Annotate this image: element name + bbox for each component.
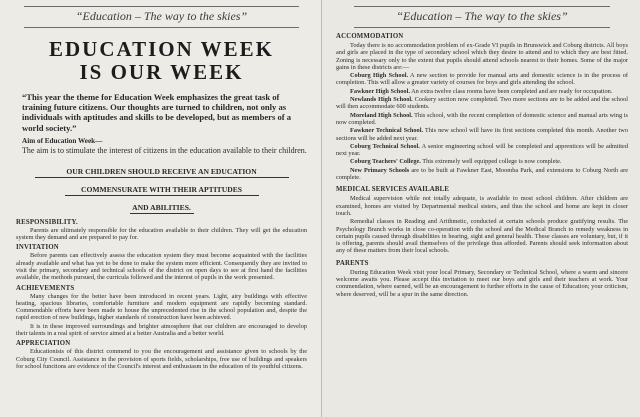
school-text: A new section to provide for manual arts and domestic science is in the process of completion. This will allow a greater variety of courses for boys and girls attending the school. bbox=[336, 72, 628, 87]
school-text: are to be built at Fawkner East, Moomba Park, and extensions to Coburg North are complete. bbox=[336, 166, 628, 182]
appreciation-heading: APPRECIATION bbox=[16, 340, 71, 348]
accommodation-heading: ACCOMMODATION bbox=[336, 33, 404, 40]
school-name: Moreland High School. bbox=[350, 111, 413, 119]
medical-heading: MEDICAL SERVICES AVAILABLE bbox=[336, 186, 450, 194]
title-line-2: IS OUR WEEK bbox=[79, 60, 244, 84]
motto bbox=[16, 161, 307, 215]
achievements-text-1: Many changes for the better have been introduced in recent years. Light, airy buildings with effective heating, spacious libraries, comfortable furniture and modern equipment are rapidly becoming standard. Commendable efforts have been made to house the unprecedented rise in the school population and, despite the rapid erection of new buildings, higher standards of construction have been achieved. bbox=[16, 292, 307, 322]
aim-text: The aim is to stimulate the interest of citizens in the education available to their children. bbox=[22, 145, 307, 155]
school-name: Coburg Teachers' College. bbox=[350, 158, 421, 166]
school-item bbox=[336, 112, 628, 127]
aim-heading: Aim of Education Week— bbox=[22, 136, 103, 145]
parents-heading: PARENTS bbox=[336, 259, 369, 267]
motto-line-2: COMMENSURATE WITH THEIR APTITUDES bbox=[65, 184, 259, 196]
medical-text-1: Medical supervision while not totally adequate, is available to most school children. After children are examined, homes are visited by Departmental medical sisters, and thus the school and home are kept in closer touch. bbox=[336, 195, 628, 217]
parents-text: During Education Week visit your local Primary, Secondary or Technical School, where a warm and sincere welcome awaits you. Please accept this invitation to meet our boys and girls and their teachers at work. Your commendation, where earned, will be an encouragement to further efforts in the cause of Education; your criticism, where deserved, will be a spur in the same direction. bbox=[336, 268, 628, 298]
school-item bbox=[336, 158, 628, 165]
school-name: Coburg High School. bbox=[350, 72, 409, 80]
school-text: Cookery section now completed. Two more sections are to be added and the school will then accommodate 600 students. bbox=[336, 96, 628, 111]
appreciation-text: Educationists of this district commend to you the encouragement and assistance given to schools by the Coburg City Council. Assistance in the provision of sports fields, scholarships, free use of buildings and speakers for school functions are evidence of the Council's interest and enthusiasm in the education of its youthful citizens. bbox=[16, 348, 307, 370]
medical-text-2: Remedial classes in Reading and Arithmetic, conducted at certain schools produce gratifying results. The Psychology Branch works in close co-operation with the school and the Medical Branch to remedy weakness in certain pupils caused through disabilities in hearing, sight and general health. These classes are voluntary, but, if it is offering, parents should avail themselves of the privilege thus afforded. Parents should seek information about any of these matters from their local schools. bbox=[336, 218, 628, 255]
achievements-heading: ACHIEVEMENTS bbox=[16, 284, 75, 292]
school-text: This school, with the recent completion of domestic science and manual arts wing is now completed. bbox=[336, 111, 628, 126]
right-banner: “Education – The way to the skies” bbox=[354, 6, 610, 28]
school-name: Fawkner Technical School. bbox=[350, 127, 424, 135]
school-item bbox=[336, 143, 628, 158]
motto-line-3: AND ABILITIES. bbox=[130, 202, 194, 214]
school-name: Newlands High School. bbox=[350, 96, 413, 104]
school-item bbox=[336, 72, 628, 87]
right-page bbox=[322, 0, 640, 417]
school-item bbox=[336, 127, 628, 142]
invitation-text: Before parents can effectively assess the education system they must become acquainted with the facilities already available and what has yet to be done to make the system more efficient. Consequently they are invited to visit the primary, secondary and technical schools of the district on open days to see at first hand the facilities available, the methods pursued, the curricula followed and the interest of pupils in the work presented. bbox=[16, 252, 307, 282]
school-name: New Primary Schools bbox=[350, 166, 410, 174]
achievements-text-2: It is in these improved surroundings and brighter atmosphere that our children are encouraged to develop their talents in a real spirit of service aimed at a better Australia and a better world. bbox=[16, 322, 307, 338]
school-text: An extra twelve class rooms have been completed and are ready for occupation. bbox=[409, 87, 613, 95]
invitation-heading: INVITATION bbox=[16, 244, 59, 252]
accommodation-text: Today there is no accommodation problem of ex-Grade VI pupils in Brunswick and Coburg districts. All boys and girls are placed in the type of secondary school which they desire to attend and to which they are best fitted. Zoning is necessary only to the extent that pupils should attend schools nearest to their homes. Some of the major gains in these districts are:— bbox=[336, 42, 628, 71]
school-text: This new school will have its first sections completed this month. Another two sections will be added next year. bbox=[336, 127, 628, 142]
responsibility-heading: RESPONSIBILITY. bbox=[16, 218, 78, 226]
school-text: A senior engineering school will be completed and apprentices will be admitted next year. bbox=[336, 142, 628, 158]
school-name: Fawkner High School. bbox=[350, 87, 410, 95]
page-title bbox=[16, 38, 307, 84]
left-banner: “Education – The way to the skies” bbox=[24, 6, 299, 28]
title-line-1: EDUCATION WEEK bbox=[48, 37, 274, 61]
responsibility-text: Parents are ultimately responsible for the education available to their children. They will get the education system they demand and are prepared to pay for. bbox=[16, 226, 307, 242]
theme-quote: “This year the theme for Education Week emphasizes the great task of training future citizens. Our thoughts are turned to children, not only as individuals with aptitudes and skills to be developed, but as members of a world society.” bbox=[22, 92, 292, 133]
motto-line-1: OUR CHILDREN SHOULD RECEIVE AN EDUCATION bbox=[35, 166, 289, 178]
school-name: Coburg Technical School. bbox=[350, 142, 420, 150]
school-item bbox=[336, 96, 628, 111]
school-text: This extremely well equipped college is now complete. bbox=[420, 158, 562, 166]
school-item bbox=[336, 88, 628, 95]
school-item bbox=[336, 167, 628, 182]
